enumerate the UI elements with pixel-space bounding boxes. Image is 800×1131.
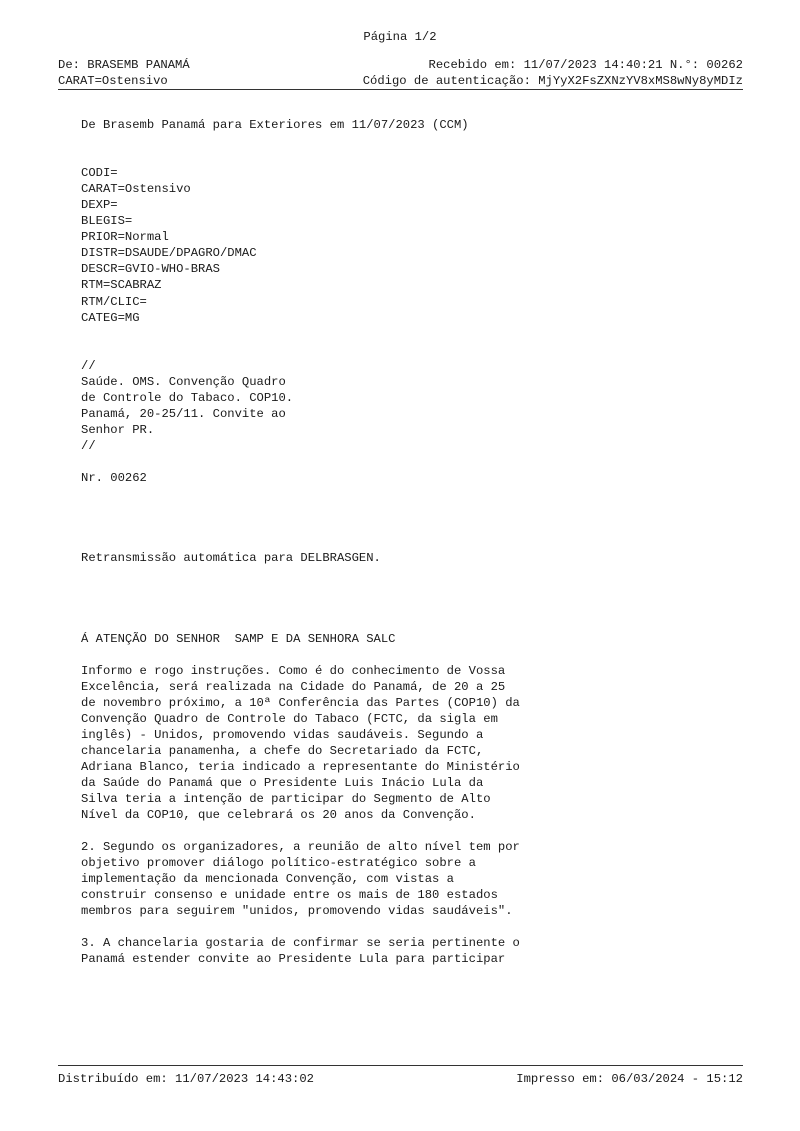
message-line: DISTR=DSAUDE/DPAGRO/DMAC (81, 246, 257, 261)
message-line: DEXP= (81, 198, 118, 213)
authentication-code: Código de autenticação: MjYyX2FsZXNzYV8xMS8wNy8yMDIz (362, 74, 743, 88)
message-line: Excelência, será realizada na Cidade do Panamá, de 20 a 25 (81, 679, 506, 694)
message-line: Saúde. OMS. Convenção Quadro (81, 374, 286, 389)
message-line: Silva teria a intenção de participar do Segmento de Alto (81, 791, 491, 806)
footer-divider (58, 1065, 743, 1066)
message-line: DESCR=GVIO-WHO-BRAS (81, 262, 220, 277)
message-line: 2. Segundo os organizadores, a reunião de alto nível tem por (81, 840, 520, 855)
message-line: Adriana Blanco, teria indicado a representante do Ministério (81, 759, 520, 774)
message-line: Informo e rogo instruções. Como é do conhecimento de Vossa (81, 663, 506, 678)
header-divider (58, 89, 743, 90)
message-line (81, 149, 771, 165)
message-line: Nível da COP10, que celebrará os 20 anos da Convenção. (81, 808, 476, 823)
message-line: 3. A chancelaria gostaria de confirmar se seria pertinente o (81, 936, 520, 951)
message-line: // (81, 438, 96, 453)
message-line: Panamá estender convite ao Presidente Lula para participar (81, 952, 506, 967)
message-body (81, 117, 771, 967)
message-line: Nr. 00262 (81, 471, 147, 486)
distributed-date: Distribuído em: 11/07/2023 14:43:02 (58, 1072, 314, 1086)
message-line: Á ATENÇÃO DO SENHOR SAMP E DA SENHORA SALC (81, 631, 396, 646)
message-line (81, 647, 771, 663)
message-line: inglês) - Unidos, promovendo vidas saudáveis. Segundo a (81, 727, 484, 742)
message-line: De Brasemb Panamá para Exteriores em 11/07/2023 (CCM) (81, 118, 469, 132)
message-line: Retransmissão automática para DELBRASGEN. (81, 551, 381, 566)
message-line: de novembro próximo, a 10ª Conferência das Partes (COP10) da (81, 695, 520, 710)
message-line (81, 598, 771, 614)
message-line: Convenção Quadro de Controle do Tabaco (FCTC, da sigla em (81, 711, 498, 726)
message-line: CATEG=MG (81, 310, 140, 325)
message-line: construir consenso e unidade entre os mais de 180 estados (81, 888, 498, 903)
sender: De: BRASEMB PANAMÁ (58, 58, 190, 72)
message-line (81, 582, 771, 598)
message-line (81, 534, 771, 550)
message-line: Panamá, 20-25/11. Convite ao (81, 406, 286, 421)
classification: CARAT=Ostensivo (58, 74, 168, 88)
message-line (81, 342, 771, 358)
header-row-1 (58, 58, 743, 72)
footer (58, 1072, 743, 1086)
header-row-2 (58, 74, 743, 88)
message-line (81, 823, 771, 839)
message-line: membros para seguirem "unidos, promovendo vidas saudáveis". (81, 904, 513, 919)
message-line: Senhor PR. (81, 422, 155, 437)
message-line (81, 919, 771, 935)
message-line (81, 486, 771, 502)
message-line (81, 614, 771, 630)
printed-date: Impresso em: 06/03/2024 - 15:12 (516, 1072, 743, 1086)
message-line: RTM/CLIC= (81, 294, 147, 309)
message-line: de Controle do Tabaco. COP10. (81, 390, 294, 405)
message-line: RTM=SCABRAZ (81, 278, 162, 293)
message-line (81, 518, 771, 534)
message-line (81, 326, 771, 342)
message-line: CARAT=Ostensivo (81, 182, 191, 197)
message-line: implementação da mencionada Convenção, com vistas a (81, 872, 454, 887)
message-line: CODI= (81, 166, 118, 181)
message-line: // (81, 358, 96, 373)
message-line (81, 566, 771, 582)
message-line (81, 133, 771, 149)
message-line (81, 454, 771, 470)
message-line: objetivo promover diálogo político-estratégico sobre a (81, 856, 476, 871)
message-line: da Saúde do Panamá que o Presidente Luis Inácio Lula da (81, 775, 484, 790)
message-line: PRIOR=Normal (81, 230, 169, 245)
message-line: BLEGIS= (81, 214, 133, 229)
page-number: Página 1/2 (363, 30, 437, 44)
message-line: chancelaria panamenha, a chefe do Secretariado da FCTC, (81, 743, 484, 758)
received-info: Recebido em: 11/07/2023 14:40:21 N.°: 00262 (428, 58, 743, 72)
message-line (81, 502, 771, 518)
